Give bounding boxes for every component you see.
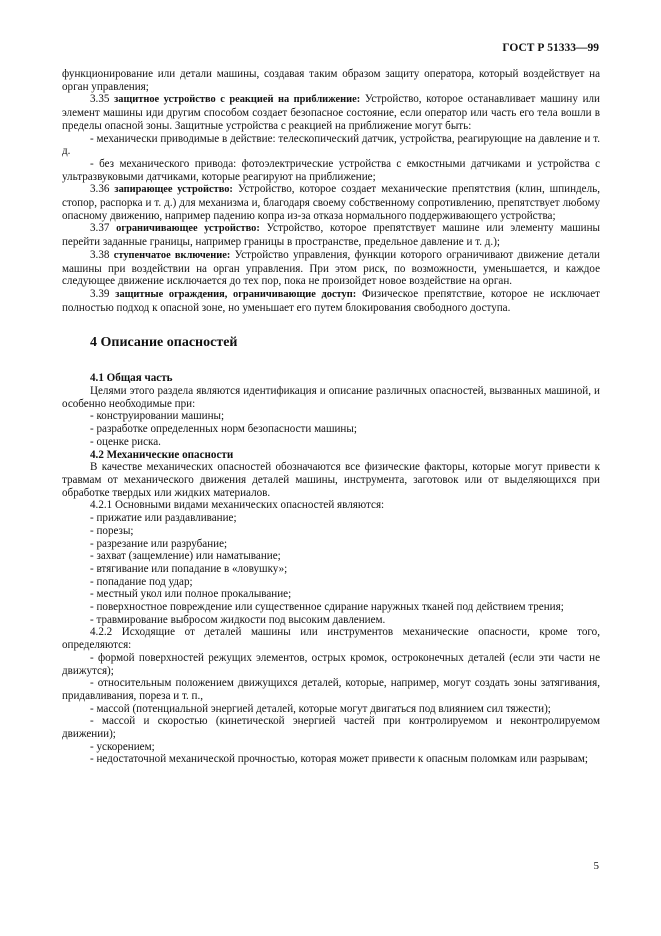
paragraph: 4.2.2 Исходящие от деталей машины или инструментов механические опасности, кроме того, определяются: bbox=[62, 626, 600, 652]
definition-text: Устройство, которое препятствует машине или элементу машины перейти заданные границы, например границы в пространстве, предельное давление и т. д.); bbox=[62, 222, 601, 249]
document-header: ГОСТ Р 51333—99 bbox=[502, 42, 599, 54]
term: защитные ограждения, ограничивающие доступ: bbox=[115, 288, 357, 300]
paragraph: В качестве механических опасностей обозначаются все физические факторы, которые могут привести к травмам от механического движения деталей машины, инструмента, заготовок или от выделяющихся при обработке твердых или жидких материалов. bbox=[62, 461, 600, 499]
clause-number: 3.39 bbox=[90, 287, 110, 300]
definition-text: Физическое препятствие, которое не исключает полностью подход к опасной зоне, но уменьшает его путем блокирования свободного доступа. bbox=[62, 287, 600, 314]
list-item: - местный укол или полное прокалывание; bbox=[90, 588, 292, 601]
subsection-title: 4.2 Механические опасности bbox=[90, 448, 234, 461]
definition-3-36 bbox=[62, 183, 600, 222]
section-title: 4 Описание опасностей bbox=[90, 335, 238, 351]
clause-number: 3.36 bbox=[90, 183, 110, 196]
list-item: - относительным положением движущихся деталей, которые, например, могут создать зоны затягивания, придавливания, пореза и т. п., bbox=[62, 677, 600, 702]
term: ступенчатое включение: bbox=[113, 249, 231, 261]
list-item: - конструировании машины; bbox=[90, 410, 225, 423]
list-item: - разрезание или разрубание; bbox=[90, 537, 228, 550]
definition-3-39 bbox=[62, 288, 600, 314]
list-item: - разработке определенных норм безопасности машины; bbox=[90, 423, 357, 436]
list-item: - недостаточной механической прочностью, которая может привести к опасным поломкам или разрывам; bbox=[90, 753, 588, 766]
definition-3-35 bbox=[62, 93, 600, 132]
definition-3-38 bbox=[62, 249, 600, 288]
subsection-title: 4.1 Общая часть bbox=[90, 372, 173, 385]
paragraph: функционирование или детали машины, создавая таким образом защиту оператора, который воздействует на орган управления; bbox=[62, 68, 600, 93]
list-item: - без механического привода: фотоэлектрические устройства с емкостными датчиками и устройства с ультразвуковыми датчиками, которые реагируют на приближение; bbox=[62, 157, 600, 183]
list-item: - прижатие или раздавливание; bbox=[90, 512, 237, 525]
list-item: - травмирование выбросом жидкости под высоким давлением. bbox=[90, 613, 386, 626]
list-item: - захват (защемление) или наматывание; bbox=[90, 550, 281, 563]
paragraph: Целями этого раздела являются идентификация и описание различных опасностей, вызванных машиной, и особенно необходимые при: bbox=[62, 385, 600, 410]
term: защитное устройство с реакцией на приближение: bbox=[114, 94, 361, 106]
definition-text: Устройство управления, функции которого ограничивают движение детали машины при воздействии на орган управления. При этом риск, по возможности, уменьшается, и каждое следующее движение исключается до тех пор, пока не произойдет новое воздействие на орган. bbox=[62, 248, 600, 288]
list-item: - попадание под удар; bbox=[90, 575, 193, 588]
list-item: - массой (потенциальной энергией деталей, которые могут двигаться под влиянием сил тяжести); bbox=[90, 702, 551, 715]
list-item: - поверхностное повреждение или существенное сдирание наружных тканей под действием трения; bbox=[90, 601, 564, 614]
definition-text: Устройство, которое создает механические препятствия (клин, шпиндель, стопор, распорка и т. д.) для механизма и, благодаря своему собственному сопротивлению, препятствует любому опасному движению, например падению копра из-за отказа нормального поддерживающего устройства; bbox=[62, 183, 600, 222]
list-item: - оценке риска. bbox=[90, 435, 161, 448]
clause-number: 3.35 bbox=[90, 93, 110, 106]
clause-number: 3.38 bbox=[90, 248, 110, 261]
list-item: - формой поверхностей режущих элементов, острых кромок, остроконечных деталей (если эти части не движутся); bbox=[62, 651, 600, 677]
definition-text: Устройство, которое останавливает машину или элемент машины иди другим способом создает безопасное состояние, если оператор или часть его тела вошли в пределы опасной зоны. Защитные устройства с реакцией на приближение могут быть: bbox=[62, 93, 600, 132]
list-item: - ускорением; bbox=[90, 740, 155, 753]
clause-number: 3.37 bbox=[90, 222, 110, 235]
term: ограничивающее устройство: bbox=[116, 223, 260, 235]
list-item: - порезы; bbox=[90, 524, 134, 537]
list-item: - массой и скоростью (кинетической энергией частей при контролируемом и неконтролируемом движении); bbox=[62, 715, 600, 741]
definition-3-37 bbox=[62, 222, 600, 248]
page-number: 5 bbox=[593, 860, 599, 872]
list-item: - механически приводимые в действие: телескопический датчик, устройства, реагирующие на давление и т. д. bbox=[62, 132, 600, 158]
document-body bbox=[62, 68, 600, 766]
list-item: - втягивание или попадание в «ловушку»; bbox=[90, 562, 288, 575]
paragraph: 4.2.1 Основными видами механических опасностей являются: bbox=[90, 499, 385, 512]
term: запирающее устройство: bbox=[114, 184, 233, 196]
